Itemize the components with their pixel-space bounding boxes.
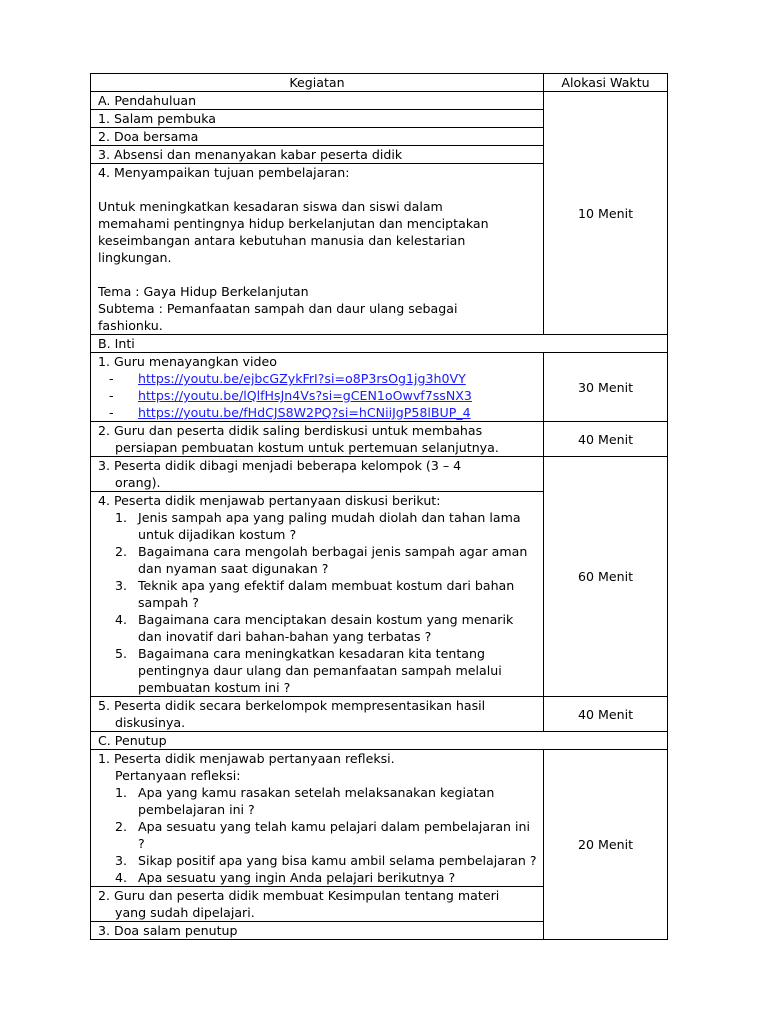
c-item-2-line: yang sudah dipelajari. [115,905,255,920]
c-time: 20 Menit [544,750,668,940]
question-text: Apa sesuatu yang ingin Anda pelajari berikutnya ? [138,870,456,885]
b-item-5-line: diskusinya. [115,715,186,730]
question-number: 1. [115,785,128,800]
discussion-questions [98,509,543,696]
list-item: - https://youtu.be/lQlfHsJn4Vs?si=gCEN1oOwvf7ssNX3 [109,388,472,403]
b-item-2-line: persiapan pembuatan kostum untuk pertemuan selanjutnya. [115,440,499,455]
question-number: 2. [115,819,128,834]
c-item-1-label: 1. Peserta didik menjawab pertanyaan refleksi. [98,751,395,766]
b-time-3: 60 Menit [544,457,668,697]
b-time-4: 40 Menit [544,697,668,732]
b-item-2-line: 2. Guru dan peserta didik saling berdiskusi untuk membahas [98,423,483,438]
video-link-list [98,370,543,421]
a-item-1: 1. Salam pembuka [91,110,544,128]
b-item-3 [91,457,544,492]
purpose-line: lingkungan. [98,250,172,265]
question-text: Apa sesuatu yang telah kamu pelajari dalam pembelajaran ini ? [138,819,530,851]
question-text: Sikap positif apa yang bisa kamu ambil selama pembelajaran ? [138,853,537,868]
reflection-questions [98,784,543,886]
b-item-3-line: 3. Peserta didik dibagi menjadi beberapa kelompok (3 – 4 [98,458,462,473]
a-item-4-label: 4. Menyampaikan tujuan pembelajaran: [98,165,350,180]
b-item-1 [91,353,544,422]
section-c-title: C. Penutup [91,732,668,750]
list-item [98,784,543,818]
b-item-4 [91,492,544,697]
list-item [98,509,543,543]
header-time: Alokasi Waktu [544,74,668,92]
list-item: - https://youtu.be/fHdCJS8W2PQ?si=hCNiiJgP58lBUP_4 [109,405,471,420]
theme: Tema : Gaya Hidup Berkelanjutan [98,284,309,299]
b-item-2 [91,422,544,457]
list-item [98,645,543,696]
question-text: Jenis sampah apa yang paling mudah diolah dan tahan lama untuk dijadikan kostum ? [138,510,521,542]
a-item-4 [91,164,544,335]
subtheme-line: Subtema : Pemanfaatan sampah dan daur ulang sebagai [98,301,458,316]
b-item-3-line: orang). [115,475,161,490]
question-number: 4. [115,870,128,885]
section-a-time: 10 Menit [544,92,668,335]
purpose-line: keseimbangan antara kebutuhan manusia dan kelestarian [98,233,466,248]
a-item-2: 2. Doa bersama [91,128,544,146]
question-number: 2. [115,544,128,559]
section-b-row [91,335,668,353]
subtheme-line: fashionku. [98,318,163,333]
c-item-2-line: 2. Guru dan peserta didik membuat Kesimpulan tentang materi [98,888,500,903]
c-item-2 [91,887,544,922]
b-item-4-label: 4. Peserta didik menjawab pertanyaan diskusi berikut: [98,493,441,508]
question-text: Apa yang kamu rasakan setelah melaksanakan kegiatan pembelajaran ini ? [138,785,495,817]
question-text: Teknik apa yang efektif dalam membuat kostum dari bahan sampah ? [138,578,515,610]
video-link-2[interactable]: https://youtu.be/lQlfHsJn4Vs?si=gCEN1oOwvf7ssNX3 [138,388,472,403]
section-a-title: A. Pendahuluan [91,92,544,110]
section-c-row [91,732,668,750]
b-item-5-line: 5. Peserta didik secara berkelompok mempresentasikan hasil [98,698,486,713]
b-time-2: 40 Menit [544,422,668,457]
list-item: - https://youtu.be/ejbcGZykFrI?si=o8P3rsOg1jg3h0VY [109,371,466,386]
list-item [98,611,543,645]
list-item [98,852,543,869]
section-b-title: B. Inti [91,335,668,353]
list-item [98,869,543,886]
question-number: 3. [115,578,128,593]
question-number: 4. [115,612,128,627]
question-text: Bagaimana cara meningkatkan kesadaran kita tentang pentingnya daur ulang dan pemanfaatan sampah melalui pembuatan kostum ini ? [138,646,502,695]
header-activity: Kegiatan [91,74,544,92]
list-item [98,543,543,577]
video-link-1[interactable]: https://youtu.be/ejbcGZykFrI?si=o8P3rsOg1jg3h0VY [138,371,466,386]
list-item [98,818,543,852]
question-text: Bagaimana cara mengolah berbagai jenis sampah agar aman dan nyaman saat digunakan ? [138,544,528,576]
c-item-1 [91,750,544,887]
b-time-1: 30 Menit [544,353,668,422]
question-number: 1. [115,510,128,525]
a-item-3: 3. Absensi dan menanyakan kabar peserta didik [91,146,544,164]
lesson-plan-table [90,73,668,940]
question-text: Bagaimana cara menciptakan desain kostum yang menarik dan inovatif dari bahan-bahan yang terbatas ? [138,612,514,644]
video-link-3[interactable]: https://youtu.be/fHdCJS8W2PQ?si=hCNiiJgP58lBUP_4 [138,405,471,420]
section-a-row [91,92,668,110]
header-row [91,74,668,92]
c-item-3: 3. Doa salam penutup [91,922,544,940]
b-item-5 [91,697,544,732]
question-number: 3. [115,853,128,868]
list-item [98,577,543,611]
question-number: 5. [115,646,128,661]
reflection-label: Pertanyaan refleksi: [115,768,241,783]
purpose-line: memahami pentingnya hidup berkelanjutan dan menciptakan [98,216,489,231]
b-item-1-label: 1. Guru menayangkan video [98,354,277,369]
purpose-line: Untuk meningkatkan kesadaran siswa dan siswi dalam [98,199,443,214]
